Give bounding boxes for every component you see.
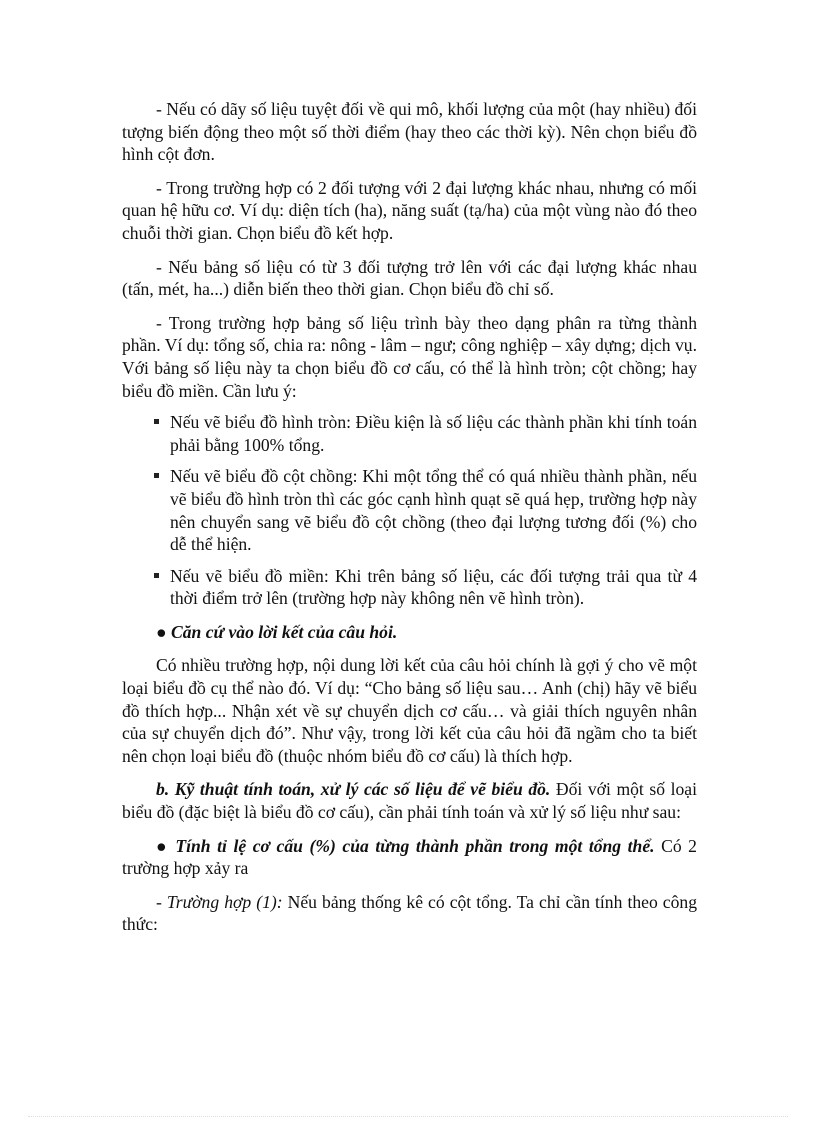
- bullet-pie-chart: [154, 411, 697, 456]
- square-bullet-icon: [154, 419, 159, 424]
- paragraph-index-chart: - Nếu bảng số liệu có từ 3 đối tượng trở lên với các đại lượng khác nhau (tấn, mét, ha...) diễn biến theo thời gian. Chọn biểu đồ chỉ số.: [122, 256, 697, 300]
- square-bullet-icon: [154, 473, 159, 478]
- bullet-stacked-column: [154, 465, 697, 555]
- heading-conclusion: ● Căn cứ vào lời kết của câu hỏi.: [156, 621, 398, 642]
- section-b-paragraph: [122, 778, 697, 823]
- section-b-text: Đối với một số loại biểu đồ (đặc biệt là biểu đồ cơ cấu), cần phải tính toán và xử lý số liệu như sau:: [122, 779, 697, 823]
- case1-paragraph: [122, 891, 697, 936]
- bullet-text: Nếu vẽ biểu đồ miền: Khi trên bảng số liệu, các đối tượng trải qua từ 4 thời điểm trở lên (trường hợp này không nên vẽ hình tròn).: [170, 565, 697, 609]
- paragraph-conclusion: Có nhiều trường hợp, nội dung lời kết của câu hỏi chính là gợi ý cho vẽ một loại biểu đồ cụ thể nào đó. Ví dụ: “Cho bảng số liệu sau… Anh (chị) hãy vẽ biểu đồ thích hợp... Nhận xét về sự chuyển dịch cơ cấu… và giải thích nguyên nhân của sự chuyển dịch đó”. Như vậy, trong lời kết của câu hỏi đã ngầm cho ta biết nên chọn loại biểu đồ (thuộc nhóm biểu đồ cơ cấu) là thích hợp.: [122, 655, 697, 766]
- rate-heading-text: Có 2 trường hợp xảy ra: [122, 835, 697, 879]
- case1-text: Nếu bảng thống kê có cột tổng. Ta chỉ cần tính theo công thức:: [122, 891, 697, 935]
- document-page: [122, 98, 697, 936]
- paragraph-single-column: - Nếu có dãy số liệu tuyệt đối về qui mô, khối lượng của một (hay nhiều) đối tượng biến động theo một số thời điểm (hay theo các thời kỳ). Nên chọn biểu đồ hình cột đơn.: [122, 99, 697, 165]
- page-bottom-divider: [28, 1116, 788, 1117]
- paragraph-combined-chart: - Trong trường hợp có 2 đối tượng với 2 đại lượng khác nhau, nhưng có mối quan hệ hữu cơ. Ví dụ: diện tích (ha), năng suất (tạ/ha) của một vùng nào đó theo chuỗi thời gian. Chọn biểu đồ kết hợp.: [122, 177, 697, 243]
- paragraph-structure-chart: - Trong trường hợp bảng số liệu trình bày theo dạng phân ra từng thành phần. Ví dụ: tổng số, chia ra: nông - lâm – ngư; công nghiệp – xây dựng; dịch vụ. Với bảng số liệu này ta chọn biểu đồ cơ cấu, có thể là hình tròn; cột chồng; hay biểu đồ miền. Cần lưu ý:: [122, 312, 697, 401]
- rate-paragraph: [122, 835, 697, 880]
- bullet-area-chart: [154, 565, 697, 610]
- case1-label: - Trường hợp (1):: [156, 891, 283, 912]
- rate-heading-title: ● Tính tỉ lệ cơ cấu (%) của từng thành phần trong một tổng thể.: [156, 835, 655, 856]
- section-b-title: b. Kỹ thuật tính toán, xử lý các số liệu để vẽ biểu đồ.: [156, 779, 551, 800]
- square-bullet-icon: [154, 573, 159, 578]
- bullet-text: Nếu vẽ biểu đồ hình tròn: Điều kiện là số liệu các thành phần khi tính toán phải bằng 100% tổng.: [170, 412, 697, 455]
- bullet-text: Nếu vẽ biểu đồ cột chồng: Khi một tổng thể có quá nhiều thành phần, nếu vẽ biểu đồ hình tròn thì các góc cạnh hình quạt sẽ quá hẹp, trường hợp này nên chuyển sang vẽ biểu đồ cột chồng (theo đại lượng tương đối (%) cho dễ thể hiện.: [170, 466, 697, 555]
